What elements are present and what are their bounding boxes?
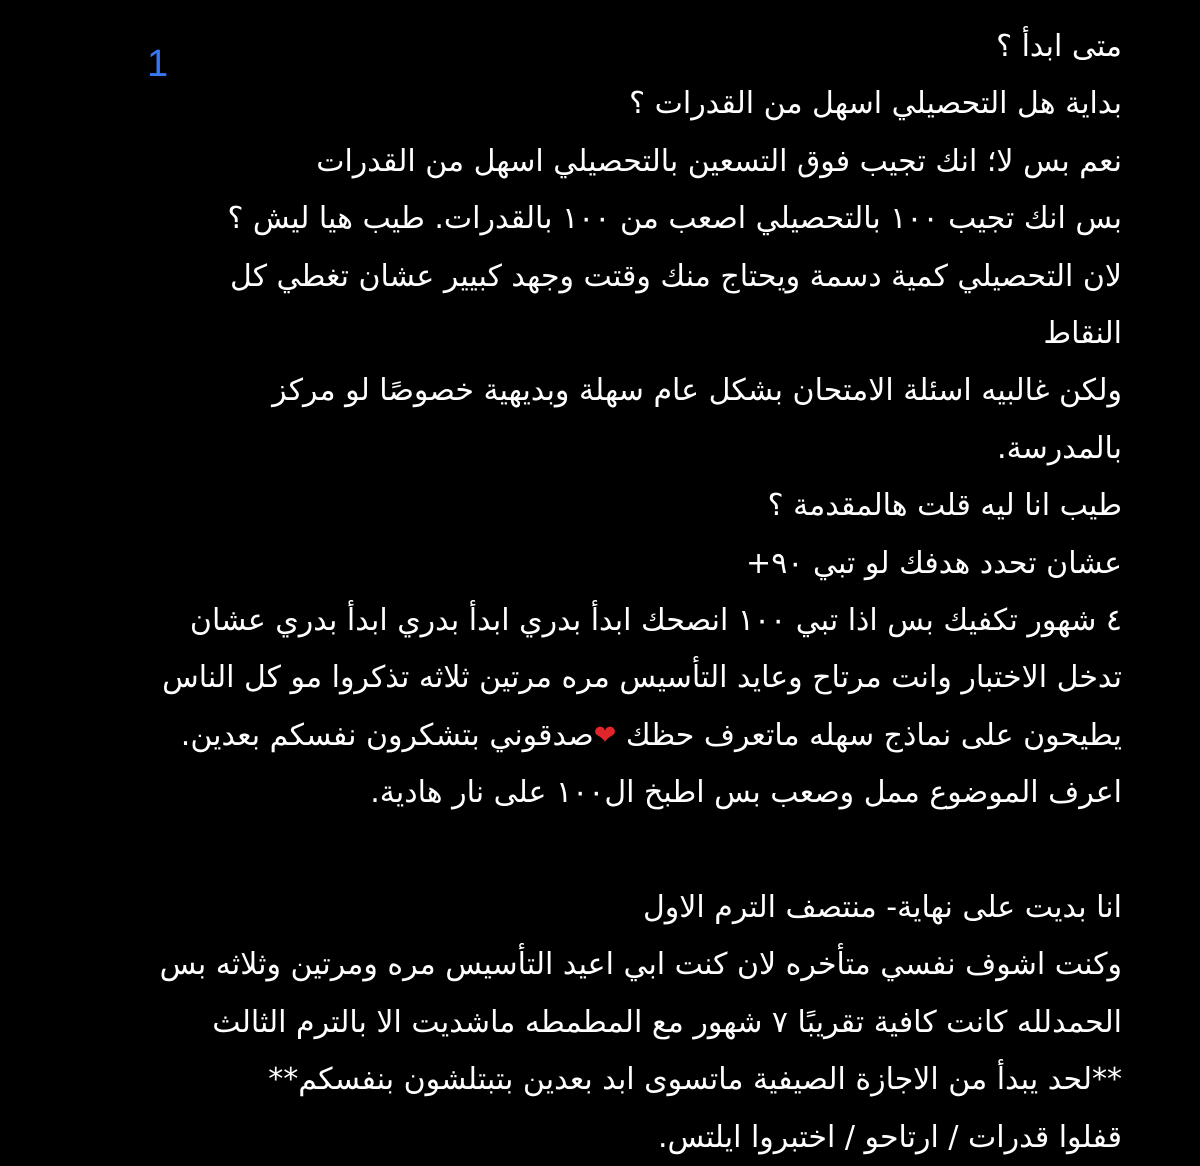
- text-line: بس انك تجيب ١٠٠ بالتحصيلي اصعب من ١٠٠ بالقدرات. طيب هيا ليش ؟: [227, 201, 1122, 237]
- heart-icon: ❤: [593, 719, 617, 751]
- text-line: ولكن غالبيه اسئلة الامتحان بشكل عام سهلة وبديهية خصوصًا لو مركز: [272, 373, 1122, 409]
- text-line: عشان تحدد هدفك لو تبي ٩٠+: [746, 545, 1122, 581]
- text-line: قفلوا قدرات / ارتاحو / اختبروا ايلتس.: [657, 1119, 1122, 1155]
- blank-line: [62, 822, 1122, 879]
- text-line: تدخل الاختبار وانت مرتاح وعايد التأسيس مره مرتين ثلاثه تذكروا مو كل الناس: [162, 660, 1122, 696]
- note-text: [62, 18, 1122, 1166]
- text-line-with-heart: [62, 707, 1122, 764]
- text-line: **لحد يبدأ من الاجازة الصيفية ماتسوى ابد بعدين بتبتلشون بنفسكم**: [268, 1062, 1122, 1098]
- page-number: 1: [147, 43, 169, 85]
- text-line: الحمدلله كانت كافية تقريبًا ٧ شهور مع المطمطه ماشديت الا بالترم الثالث: [212, 1004, 1122, 1040]
- text-segment: يطيحون على نماذج سهله ماتعرف حظك: [616, 717, 1122, 753]
- text-line: نعم بس لا؛ انك تجيب فوق التسعين بالتحصيلي اسهل من القدرات: [316, 143, 1122, 179]
- text-line: بالمدرسة.: [997, 430, 1122, 466]
- text-line: لان التحصيلي كمية دسمة ويحتاج منك وقتت وجهد كبيير عشان تغطي كل: [229, 258, 1122, 294]
- text-line: ٤ شهور تكفيك بس اذا تبي ١٠٠ انصحك ابدأ بدري ابدأ بدري ابدأ بدري عشان: [189, 603, 1122, 639]
- text-line: وكنت اشوف نفسي متأخره لان كنت ابي اعيد التأسيس مره ومرتين وثلاثه بس: [159, 947, 1122, 983]
- text-line: طيب انا ليه قلت هالمقدمة ؟: [767, 488, 1122, 524]
- text-line: النقاط: [1043, 316, 1122, 352]
- text-line: انا بديت على نهاية- منتصف الترم الاول: [643, 890, 1122, 926]
- text-line: بداية هل التحصيلي اسهل من القدرات ؟: [629, 86, 1122, 122]
- text-segment: صدقوني بتشكرون نفسكم بعدين.: [180, 717, 594, 753]
- text-line: متى ابدأ ؟: [996, 29, 1122, 64]
- text-line: اعرف الموضوع ممل وصعب بس اطبخ ال١٠٠ على نار هادية.: [370, 775, 1122, 811]
